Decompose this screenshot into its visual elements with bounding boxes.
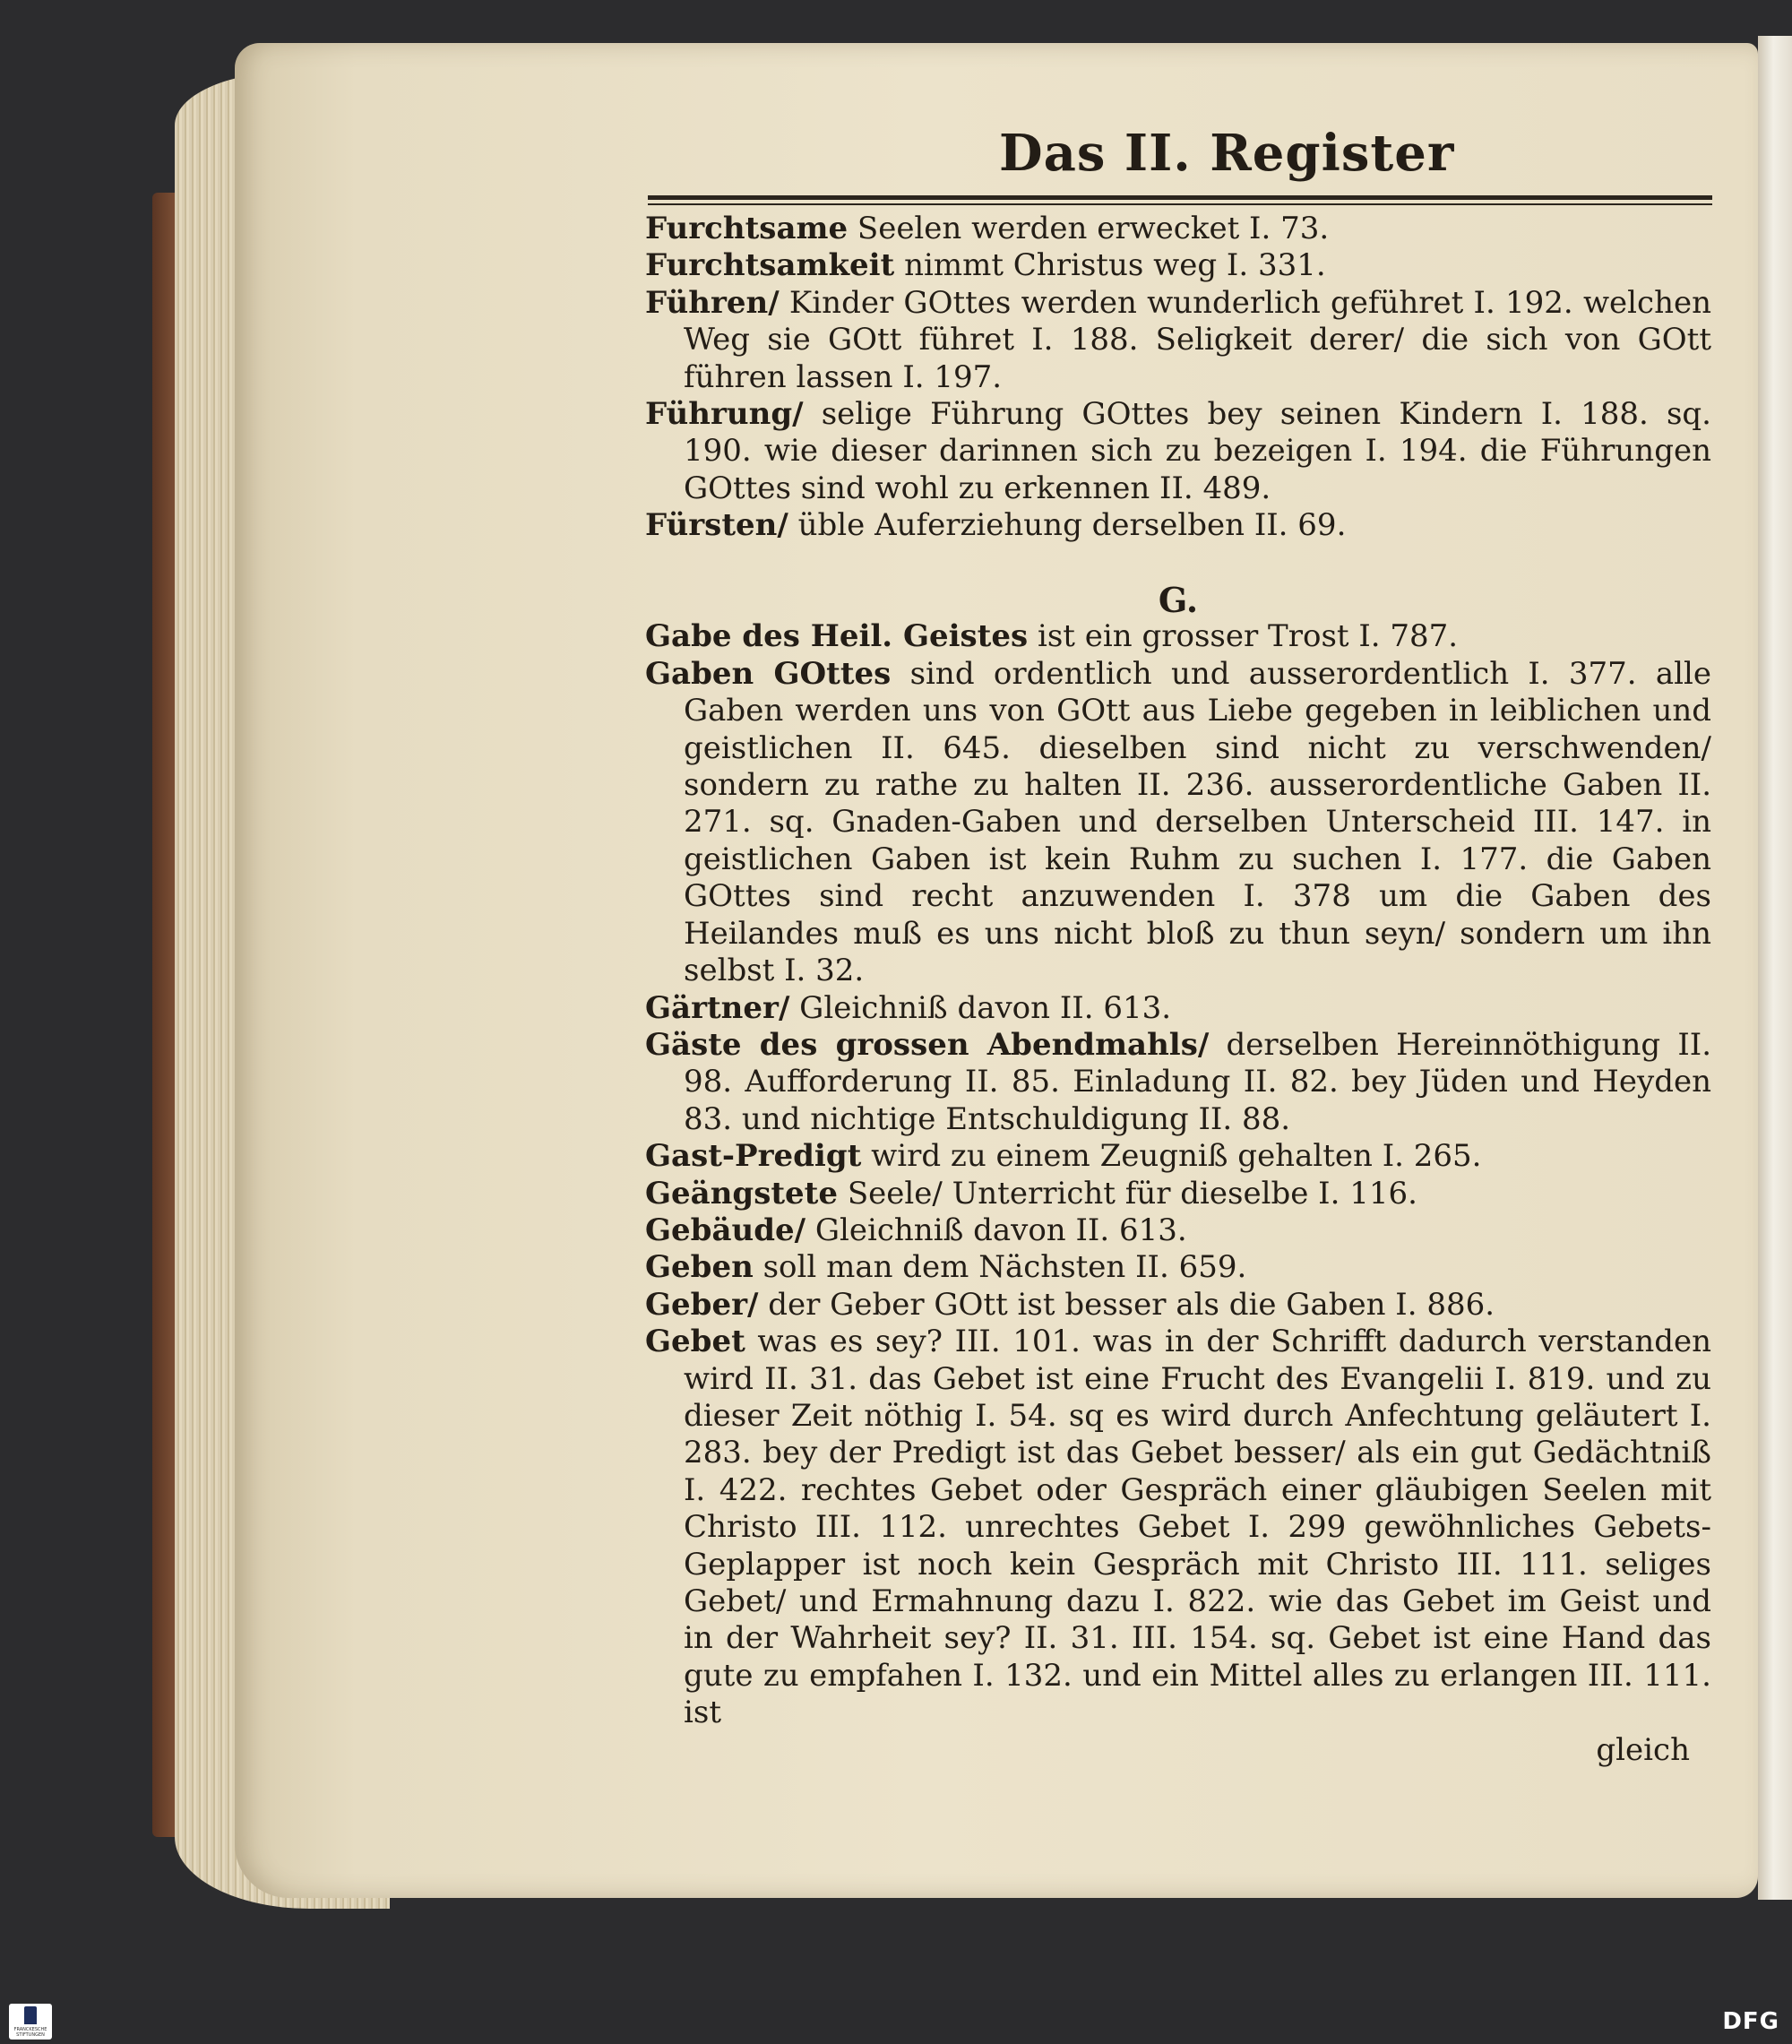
- entry-text: der Geber GOtt ist besser als die Gaben I. 886.: [758, 1286, 1495, 1323]
- index-entry: [645, 990, 1711, 1027]
- index-entry: [645, 1027, 1711, 1138]
- index-entry: [645, 656, 1711, 990]
- entry-headword: Gäste des grossen Abendmahls/: [645, 1026, 1210, 1063]
- building-icon: [24, 2006, 37, 2024]
- index-entry: [645, 1212, 1711, 1249]
- dfg-logo[interactable]: DFG: [1722, 2008, 1779, 2035]
- index-entry: [645, 1324, 1711, 1731]
- section-letter: G.: [1158, 580, 1199, 621]
- entry-text: Seele/ Unterricht für dieselbe I. 116.: [838, 1175, 1417, 1212]
- index-entry: [645, 507, 1711, 544]
- entry-text: Seelen werden erwecket I. 73.: [848, 211, 1330, 246]
- entry-text: Kinder GOttes werden wunderlich geführet I. 192. welchen Weg sie GOtt führet I. 188. Seligkeit derer/ die sich von GOtt führen lassen I. 197.: [684, 284, 1711, 395]
- index-entry: [645, 285, 1711, 396]
- header-rule: [648, 195, 1712, 200]
- entry-headword: Gast-Predigt: [645, 1138, 862, 1175]
- entry-text: Gleichniß davon II. 613.: [806, 1212, 1187, 1248]
- entry-text: soll man dem Nächsten II. 659.: [753, 1249, 1247, 1286]
- viewer-footer: [0, 2000, 1792, 2044]
- entry-headword: Gebäude/: [645, 1212, 806, 1248]
- entry-text: sind ordentlich und ausserordentlich I. 377. alle Gaben werden uns von GOtt aus Liebe gegeben in leiblichen und geistlichen II. 645. dieselben sind nicht zu verschwenden/ sondern zu rathe zu halten II. 236. ausserordentliche Gaben II. 271. sq. Gnaden-Gaben und derselben Unterscheid III. 147. in geistlichen Gaben ist kein Ruhm zu suchen I. 177. die Gaben GOttes sind recht anzuwenden I. 378 um die Gaben des Heilandes muß es uns nicht bloß zu thun seyn/ sondern um ihn selbst I. 32.: [684, 655, 1711, 989]
- logo-text: FRANCKESCHE STIFTUNGEN: [13, 2027, 47, 2038]
- entry-headword: Gaben GOttes: [645, 655, 892, 692]
- index-entry: [645, 247, 1711, 284]
- entry-text: was es sey? III. 101. was in der Schrifft dadurch verstanden wird II. 31. das Gebet ist eine Frucht des Evangelii I. 819. und zu dieser Zeit nöthig I. 54. sq es wird durch Anfechtung geläutert I. 283. bey der Predigt ist das Gebet besser/ als ein gut Gedächtniß I. 422. rechtes Gebet oder Gespräch einer gläubigen Seelen mit Christo III. 112. unrechtes Gebet I. 299 gewöhnliches Gebets-Geplapper ist noch kein Gespräch mit Christo III. 111. seliges Gebet/ und Ermahnung dazu I. 822. wie das Gebet im Geist und in der Wahrheit sey? II. 31. III. 154. sq. Gebet ist eine Hand das gute zu empfahen I. 132. und ein Mittel alles zu erlangen III. 111. ist: [684, 1324, 1711, 1731]
- header-rule-thin: [648, 203, 1712, 205]
- entry-text: wird zu einem Zeugniß gehalten I. 265.: [861, 1138, 1482, 1175]
- entry-headword: Führen/: [645, 284, 780, 321]
- entry-text: ist ein grosser Trost I. 787.: [1028, 618, 1459, 655]
- entry-headword: Fürsten/: [645, 507, 788, 544]
- index-entry: [645, 618, 1711, 655]
- entry-headword: Gebet: [645, 1324, 745, 1360]
- entry-text: Gleichniß davon II. 613.: [789, 989, 1172, 1026]
- institution-logo[interactable]: [9, 2004, 52, 2040]
- index-entry: [645, 396, 1711, 507]
- page-title: Das II. Register: [999, 124, 1455, 183]
- entry-text: nimmt Christus weg I. 331.: [894, 247, 1326, 284]
- index-entry: [645, 211, 1711, 247]
- entry-headword: Furchtsamkeit: [645, 247, 895, 284]
- catchword: gleich: [1596, 1731, 1690, 1768]
- index-entry: [645, 1138, 1711, 1175]
- entry-headword: Geben: [645, 1249, 754, 1286]
- entry-headword: Führung/: [645, 396, 804, 433]
- register-entries: [645, 211, 1711, 1769]
- facing-page-strip: [1758, 36, 1792, 1900]
- entry-headword: Gärtner/: [645, 989, 790, 1026]
- entry-text: derselben Hereinnöthigung II. 98. Aufforderung II. 85. Einladung II. 82. bey Jüden und Heyden 83. und nichtige Entschuldigung II. 88.: [684, 1026, 1711, 1137]
- index-entry: [645, 1287, 1711, 1324]
- entry-text: üble Auferziehung derselben II. 69.: [788, 507, 1347, 544]
- index-entry: [645, 1249, 1711, 1286]
- page-content: [645, 0, 1720, 1792]
- entry-headword: Geber/: [645, 1286, 759, 1323]
- entry-headword: Furchtsame: [645, 211, 849, 246]
- entry-headword: Gabe des Heil. Geistes: [645, 618, 1029, 655]
- entry-text: selige Führung GOttes bey seinen Kindern I. 188. sq. 190. wie dieser darinnen sich zu bezeigen I. 194. die Führungen GOttes sind wohl zu erkennen II. 489.: [684, 396, 1711, 506]
- index-entry: [645, 1176, 1711, 1212]
- entry-headword: Geängstete: [645, 1175, 839, 1212]
